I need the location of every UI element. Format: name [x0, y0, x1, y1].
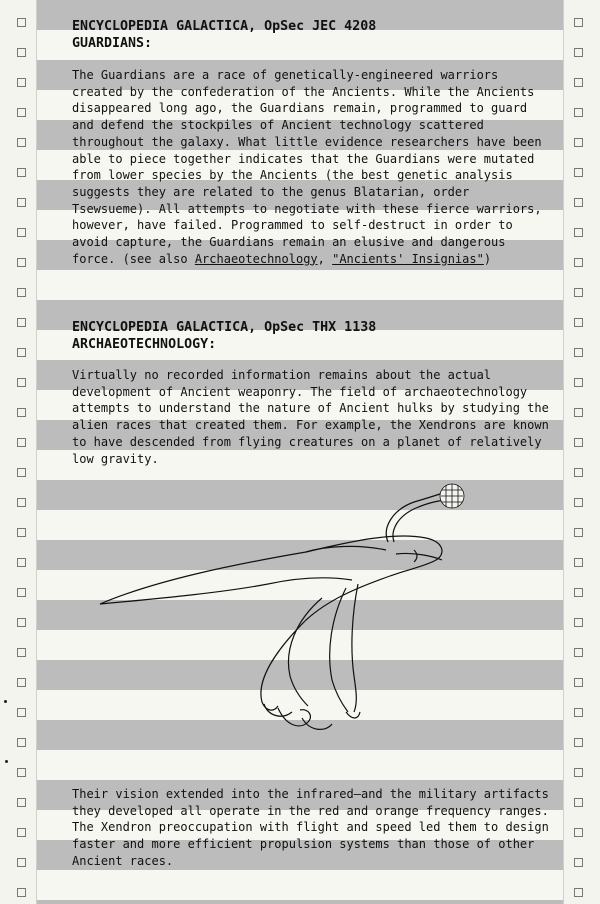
- perforation-hole: [574, 258, 583, 267]
- perforation-hole: [17, 798, 26, 807]
- closing-paren: ): [483, 251, 492, 266]
- perforation-hole: [574, 468, 583, 477]
- perforation-hole: [17, 168, 26, 177]
- xendron-creature-drawing: [96, 480, 476, 740]
- perforation-hole: [574, 198, 583, 207]
- perforation-hole: [574, 408, 583, 417]
- perforation-hole: [574, 438, 583, 447]
- perforation-hole: [17, 498, 26, 507]
- perforation-hole: [17, 588, 26, 597]
- perforation-hole: [17, 678, 26, 687]
- perforation-hole: [17, 828, 26, 837]
- perforation-hole: [574, 738, 583, 747]
- perforation-hole: [17, 528, 26, 537]
- perforation-hole: [17, 348, 26, 357]
- perforation-hole: [574, 678, 583, 687]
- perforation-hole: [17, 138, 26, 147]
- perforation-hole: [17, 738, 26, 747]
- perforation-hole: [17, 888, 26, 897]
- perforation-hole: [17, 468, 26, 477]
- entry-body-text: The Guardians are a race of genetically-engineered warriors created by the confederation of the Ancients. While the Ancients disappeared long ago, the Guardians remain, programmed to guard and defend the stockpiles of Ancient technology scattered throughout the galaxy. What little evidence researchers have been able to piece together indicates that the Guardians were mutated from lower species by the Ancients (the best genetic analysis suggests they are related to the genus Blatarian, order Tsewsueme). All attempts to negotiate with these fierce warriors, however, have failed. Programmed to self-destruct in order to avoid capture, the Guardians remain an elusive and dangerous force. (see also: [72, 68, 542, 266]
- perforation-hole: [574, 378, 583, 387]
- perforation-hole: [574, 78, 583, 87]
- perforation-hole: [17, 288, 26, 297]
- perforation-hole: [17, 228, 26, 237]
- perforation-hole: [574, 48, 583, 57]
- perforation-hole: [17, 858, 26, 867]
- perforation-hole: [17, 108, 26, 117]
- perforation-hole: [17, 378, 26, 387]
- archaeotechnology-link[interactable]: Archaeotechnology: [194, 251, 318, 266]
- guardians-entry: [72, 18, 550, 267]
- perforation-hole: [574, 618, 583, 627]
- dust-speck: [4, 700, 7, 703]
- link-separator: ,: [317, 251, 333, 266]
- perforation-hole: [17, 618, 26, 627]
- perforation-hole: [574, 768, 583, 777]
- perforation-hole: [17, 258, 26, 267]
- xendron-continuation: [72, 786, 550, 870]
- perforation-hole: [574, 558, 583, 567]
- perforation-hole: [17, 438, 26, 447]
- perforation-hole: [17, 198, 26, 207]
- perforation-hole: [574, 498, 583, 507]
- perforation-hole: [574, 168, 583, 177]
- entry-body: [72, 67, 550, 267]
- perforation-hole: [574, 888, 583, 897]
- perforation-hole: [574, 648, 583, 657]
- perforation-hole: [574, 108, 583, 117]
- perforation-hole: [574, 18, 583, 27]
- perforation-hole: [17, 708, 26, 717]
- perforation-hole: [17, 408, 26, 417]
- entry-heading-title: GUARDIANS:: [72, 36, 153, 51]
- ancients-insignias-link[interactable]: "Ancients' Insignias": [332, 251, 484, 266]
- perforation-hole: [574, 228, 583, 237]
- perforation-hole: [17, 18, 26, 27]
- perforation-hole: [574, 798, 583, 807]
- perforation-hole: [17, 648, 26, 657]
- entry-body: Their vision extended into the infrared—and the military artifacts they developed all operate in the red and orange frequency ranges. The Xendron preoccupation with flight and speed led them to design faster and more efficient propulsion systems than those of other Ancient races.: [72, 787, 549, 868]
- perforation-hole: [574, 528, 583, 537]
- right-perforated-strip: [563, 0, 600, 904]
- perforation-hole: [574, 348, 583, 357]
- perforation-hole: [574, 138, 583, 147]
- perforation-hole: [17, 78, 26, 87]
- dust-speck: [5, 760, 8, 763]
- entry-heading-source: ENCYCLOPEDIA GALACTICA, OpSec THX 1138: [72, 320, 377, 335]
- perforation-hole: [17, 318, 26, 327]
- perforation-hole: [17, 48, 26, 57]
- perforation-hole: [574, 288, 583, 297]
- left-perforated-strip: [0, 0, 37, 904]
- entry-heading-source: ENCYCLOPEDIA GALACTICA, OpSec JEC 4208: [72, 19, 377, 34]
- perforation-hole: [574, 588, 583, 597]
- perforation-hole: [574, 828, 583, 837]
- entry-heading-title: ARCHAEOTECHNOLOGY:: [72, 337, 217, 352]
- perforation-hole: [574, 318, 583, 327]
- perforation-hole: [17, 558, 26, 567]
- entry-body: Virtually no recorded information remains about the actual development of Ancient weaponry. The field of archaeotechnology attempts to understand the nature of Ancient hulks by studying the alien races that created them. For example, the Xendrons are known to have descended from flying creatures on a planet of relatively low gravity.: [72, 368, 549, 466]
- perforation-hole: [17, 768, 26, 777]
- perforation-hole: [574, 858, 583, 867]
- perforation-hole: [574, 708, 583, 717]
- archaeotechnology-entry: [72, 319, 550, 467]
